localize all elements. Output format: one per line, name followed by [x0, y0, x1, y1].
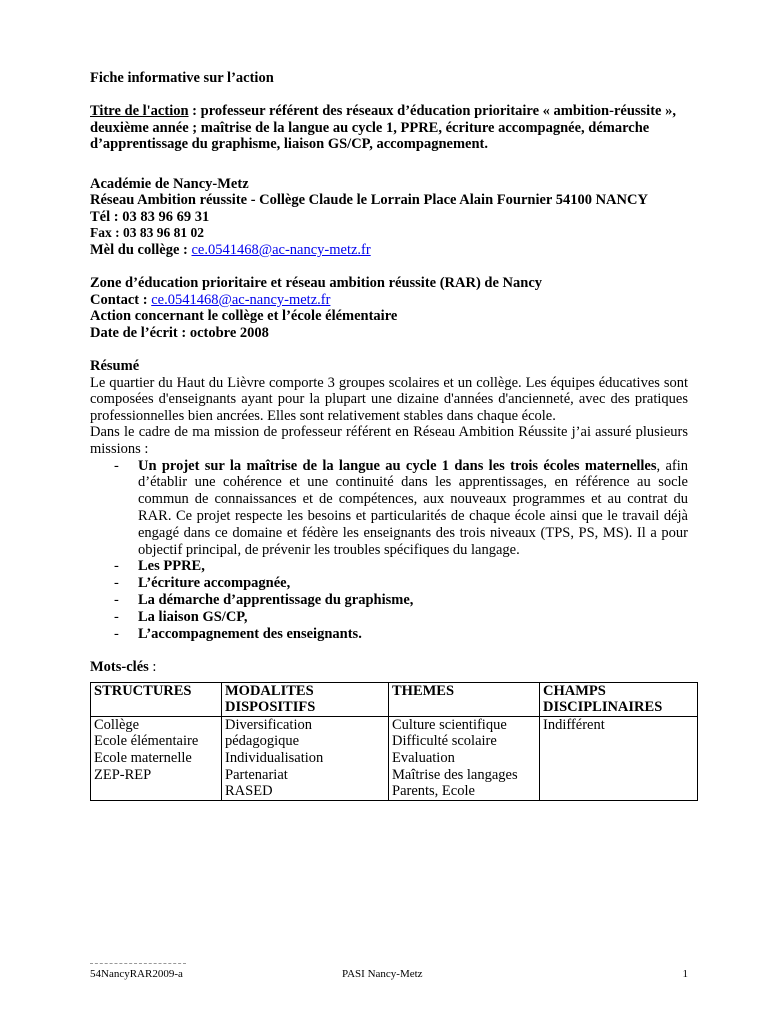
keywords-label-line: Mots-clés :: [90, 659, 157, 676]
resume-paragraph-1: Le quartier du Haut du Lièvre comporte 3 groupes scolaires et un collège. Les équipes éducatives sont composées d'enseignants ayant pour la plupart une dizaine d'années d'ancienneté, avec des pratiques professionnelles bien ancrées. Elles sont relativement stables dans chaque école.: [90, 374, 688, 424]
resume-heading: Résumé: [90, 358, 140, 375]
table-header-themes: THEMES: [389, 682, 540, 716]
list-item: - Les PPRE,: [114, 558, 205, 575]
reseau-address: Réseau Ambition réussite - Collège Claude le Lorrain Place Alain Fournier 54100 NANCY: [90, 192, 648, 209]
structures-cell: Collège Ecole élémentaire Ecole maternelle ZEP-REP: [91, 716, 222, 800]
contact-email-link[interactable]: ce.0541468@ac-nancy-metz.fr: [151, 291, 331, 308]
list-item: - L’accompagnement des enseignants.: [114, 625, 362, 642]
contact-line: [90, 292, 688, 309]
page-number: 1: [682, 968, 688, 980]
action-concern: Action concernant le collège et l’école élémentaire: [90, 308, 398, 325]
academie: Académie de Nancy-Metz: [90, 175, 249, 192]
contact-block: [90, 176, 688, 259]
list-item: - L’écriture accompagnée,: [114, 575, 291, 592]
zone-block: [90, 275, 688, 341]
list-item: - La liaison GS/CP,: [114, 608, 248, 625]
list-item: - Un projet sur la maîtrise de la langue au cycle 1 dans les trois écoles maternelles, afin d’établir une cohérence et une continuité dans les apprentissages, en référence au socle commun de connaissances et de compétences, aux nouveaux programmes et au contrat du RAR. Ce projet respecte les besoins et particularités de chaque école ainsi que le travail déjà engagé dans ce domaine et fédère les enseignants des trois niveaux (TPS, PS, MS). Il a pour objectif principal, de prévenir les troubles spécifiques du langage.: [114, 457, 688, 558]
footer-rule: [90, 963, 186, 964]
resume-paragraph-2: Dans le cadre de ma mission de professeur référent en Réseau Ambition Réussite j’ai assuré plusieurs missions :: [90, 424, 688, 458]
footer-reference: 54NancyRAR2009-a: [90, 968, 183, 980]
table-header-modalites: MODALITES DISPOSITIFS: [222, 682, 389, 716]
table-header-champs: CHAMPS DISCIPLINAIRES: [540, 682, 698, 716]
table-header-structures: STRUCTURES: [91, 682, 222, 716]
action-title-label: Titre de l'action: [90, 103, 189, 120]
mel-line: [90, 242, 688, 259]
action-title: [90, 103, 688, 153]
keywords-label: Mots-clés: [90, 659, 149, 676]
champs-cell: Indifférent: [540, 716, 698, 800]
fax: Fax : 03 83 96 81 02: [90, 225, 204, 241]
resume-section: [90, 358, 688, 642]
zone-title: Zone d’éducation prioritaire et réseau ambition réussite (RAR) de Nancy: [90, 275, 542, 292]
document-heading: Fiche informative sur l’action: [90, 70, 274, 86]
writing-date: Date de l’écrit : octobre 2008: [90, 324, 269, 341]
college-email-link[interactable]: ce.0541468@ac-nancy-metz.fr: [191, 241, 371, 258]
table-row: [91, 716, 698, 800]
modalites-cell: Diversification pédagogique Individualisation Partenariat RASED: [222, 716, 389, 800]
missions-list: [90, 458, 688, 643]
page-footer: [90, 963, 688, 982]
table-header-row: [91, 682, 698, 716]
footer-publisher: PASI Nancy-Metz: [342, 968, 423, 980]
telephone: Tél : 03 83 96 69 31: [90, 208, 210, 225]
themes-cell: Culture scientifique Difficulté scolaire Evaluation Maîtrise des langages Parents, Ecole: [389, 716, 540, 800]
mel-label: Mèl du collège :: [90, 241, 192, 258]
list-item: - La démarche d’apprentissage du graphisme,: [114, 592, 414, 609]
keywords-section: [90, 659, 688, 801]
contact-label: Contact :: [90, 291, 152, 308]
keywords-table: [90, 682, 698, 801]
action-title-text: : professeur référent des réseaux d’éducation prioritaire « ambition-réussite », deuxième année ; maîtrise de la langue au cycle 1, PPRE, écriture accompagnée, démarche d’apprentissage du graphisme, liaison GS/CP, accompagnement.: [90, 103, 676, 153]
